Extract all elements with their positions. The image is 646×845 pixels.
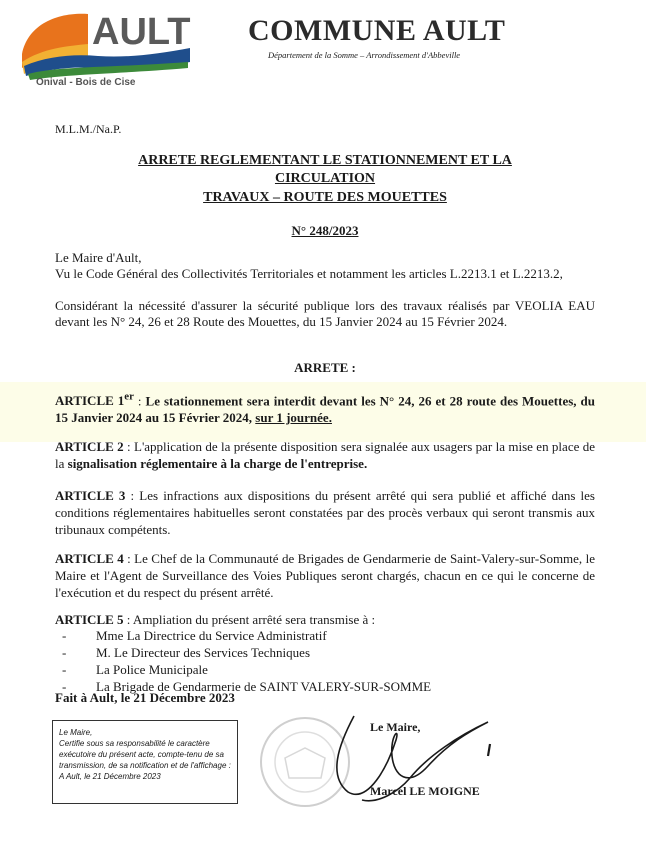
department-line: Département de la Somme – Arrondissement d'Abbeville [268,50,461,60]
article-4: ARTICLE 4 : Le Chef de la Communauté de Brigades de Gendarmerie de Saint-Valery-sur-Somme, le Maire et l'Agent de Surveillance des Voies Publiques seront chargés, chacun en ce qui le concerne de l'exécution et du respect du présent arrêté. [55,551,595,600]
decree-number: N° 248/2023 [291,223,359,238]
title-line-1: ARRETE REGLEMENTANT LE STATIONNEMENT ET LA [138,153,512,168]
mayor-name: Marcel LE MOIGNE [370,784,480,798]
intro-considering: Considérant la nécessité d'assurer la sécurité publique lors des travaux réalisés par VEOLIA EAU devant les N° 24, 26 et 28 Route des Mouettes, du 15 Janvier 2024 au 15 Février 2024. [55,298,595,329]
article-5-label: ARTICLE 5 [55,612,124,627]
intro-legal-basis: Vu le Code Général des Collectivités Territoriales et notamment les articles L.2213.1 et L.2213.2, [55,266,563,281]
logo-subtitle: Onival - Bois de Cise [36,77,136,86]
article-1: ARTICLE 1er : Le stationnement sera interdit devant les N° 24, 26 et 28 route des Mouettes, du 15 Janvier 2024 au 15 Février 2024, sur 1 journée. [55,391,595,426]
article-1-duration: sur 1 journée. [255,410,332,426]
certification-box [52,720,238,804]
article-3-label: ARTICLE 3 [55,488,126,503]
list-item: - La Police Municipale [76,661,431,678]
intro-mayor: Le Maire d'Ault, [55,250,142,265]
article-2-bold: signalisation réglementaire à la charge de l'entreprise. [67,456,368,471]
mayor-role: Le Maire, [370,720,421,734]
article-2-label: ARTICLE 2 [55,439,124,454]
title-line-2: CIRCULATION [274,171,376,186]
article-5: ARTICLE 5 : Ampliation du présent arrêté sera transmise à : [55,612,376,627]
article-3: ARTICLE 3 : Les infractions aux dispositions du présent arrêté qui sera publié et affiché dans les conditions réglementaires habituelles seront constatées par des procès verbaux qui seront transmis aux tribunaux compétents. [55,488,595,537]
title-line-3: TRAVAUX – ROUTE DES MOUETTES [203,190,447,205]
distribution-list [76,627,431,695]
article-1-label: ARTICLE 1er [55,391,134,409]
certification-date: A Ault, le 21 Décembre 2023 [59,772,161,781]
commune-title: COMMUNE AULT [248,14,506,47]
certification-text: Certifie sous sa responsabilité le caractère exécutoire du présent acte, compte-tenu de sa transmission, de sa notification et de l'affichage : [59,739,231,770]
article-2: ARTICLE 2 : L'application de la présente disposition sera signalée aux usagers par la mise en place de la signalisation réglementaire à la charge de l'entreprise. [55,439,595,471]
commune-logo [18,4,196,86]
article-4-label: ARTICLE 4 [55,551,124,566]
reference-code: M.L.M./Na.P. [55,122,122,136]
logo-word: AULT [92,11,191,53]
certification-title: Le Maire, [59,728,93,737]
done-at-line: Fait à Ault, le 21 Décembre 2023 [55,690,235,705]
list-item: - M. Le Directeur des Services Techniques [76,644,431,661]
arrete-heading: ARRETE : [294,360,356,375]
list-item: - La Brigade de Gendarmerie de SAINT VALERY-SUR-SOMME [76,678,431,695]
list-item: - Mme La Directrice du Service Administratif [76,627,431,644]
article-1-text: Le stationnement sera interdit devant les N° 24, 26 et 28 route des Mouettes, du 15 Janvier 2024 au 15 Février 2024, [55,393,595,426]
